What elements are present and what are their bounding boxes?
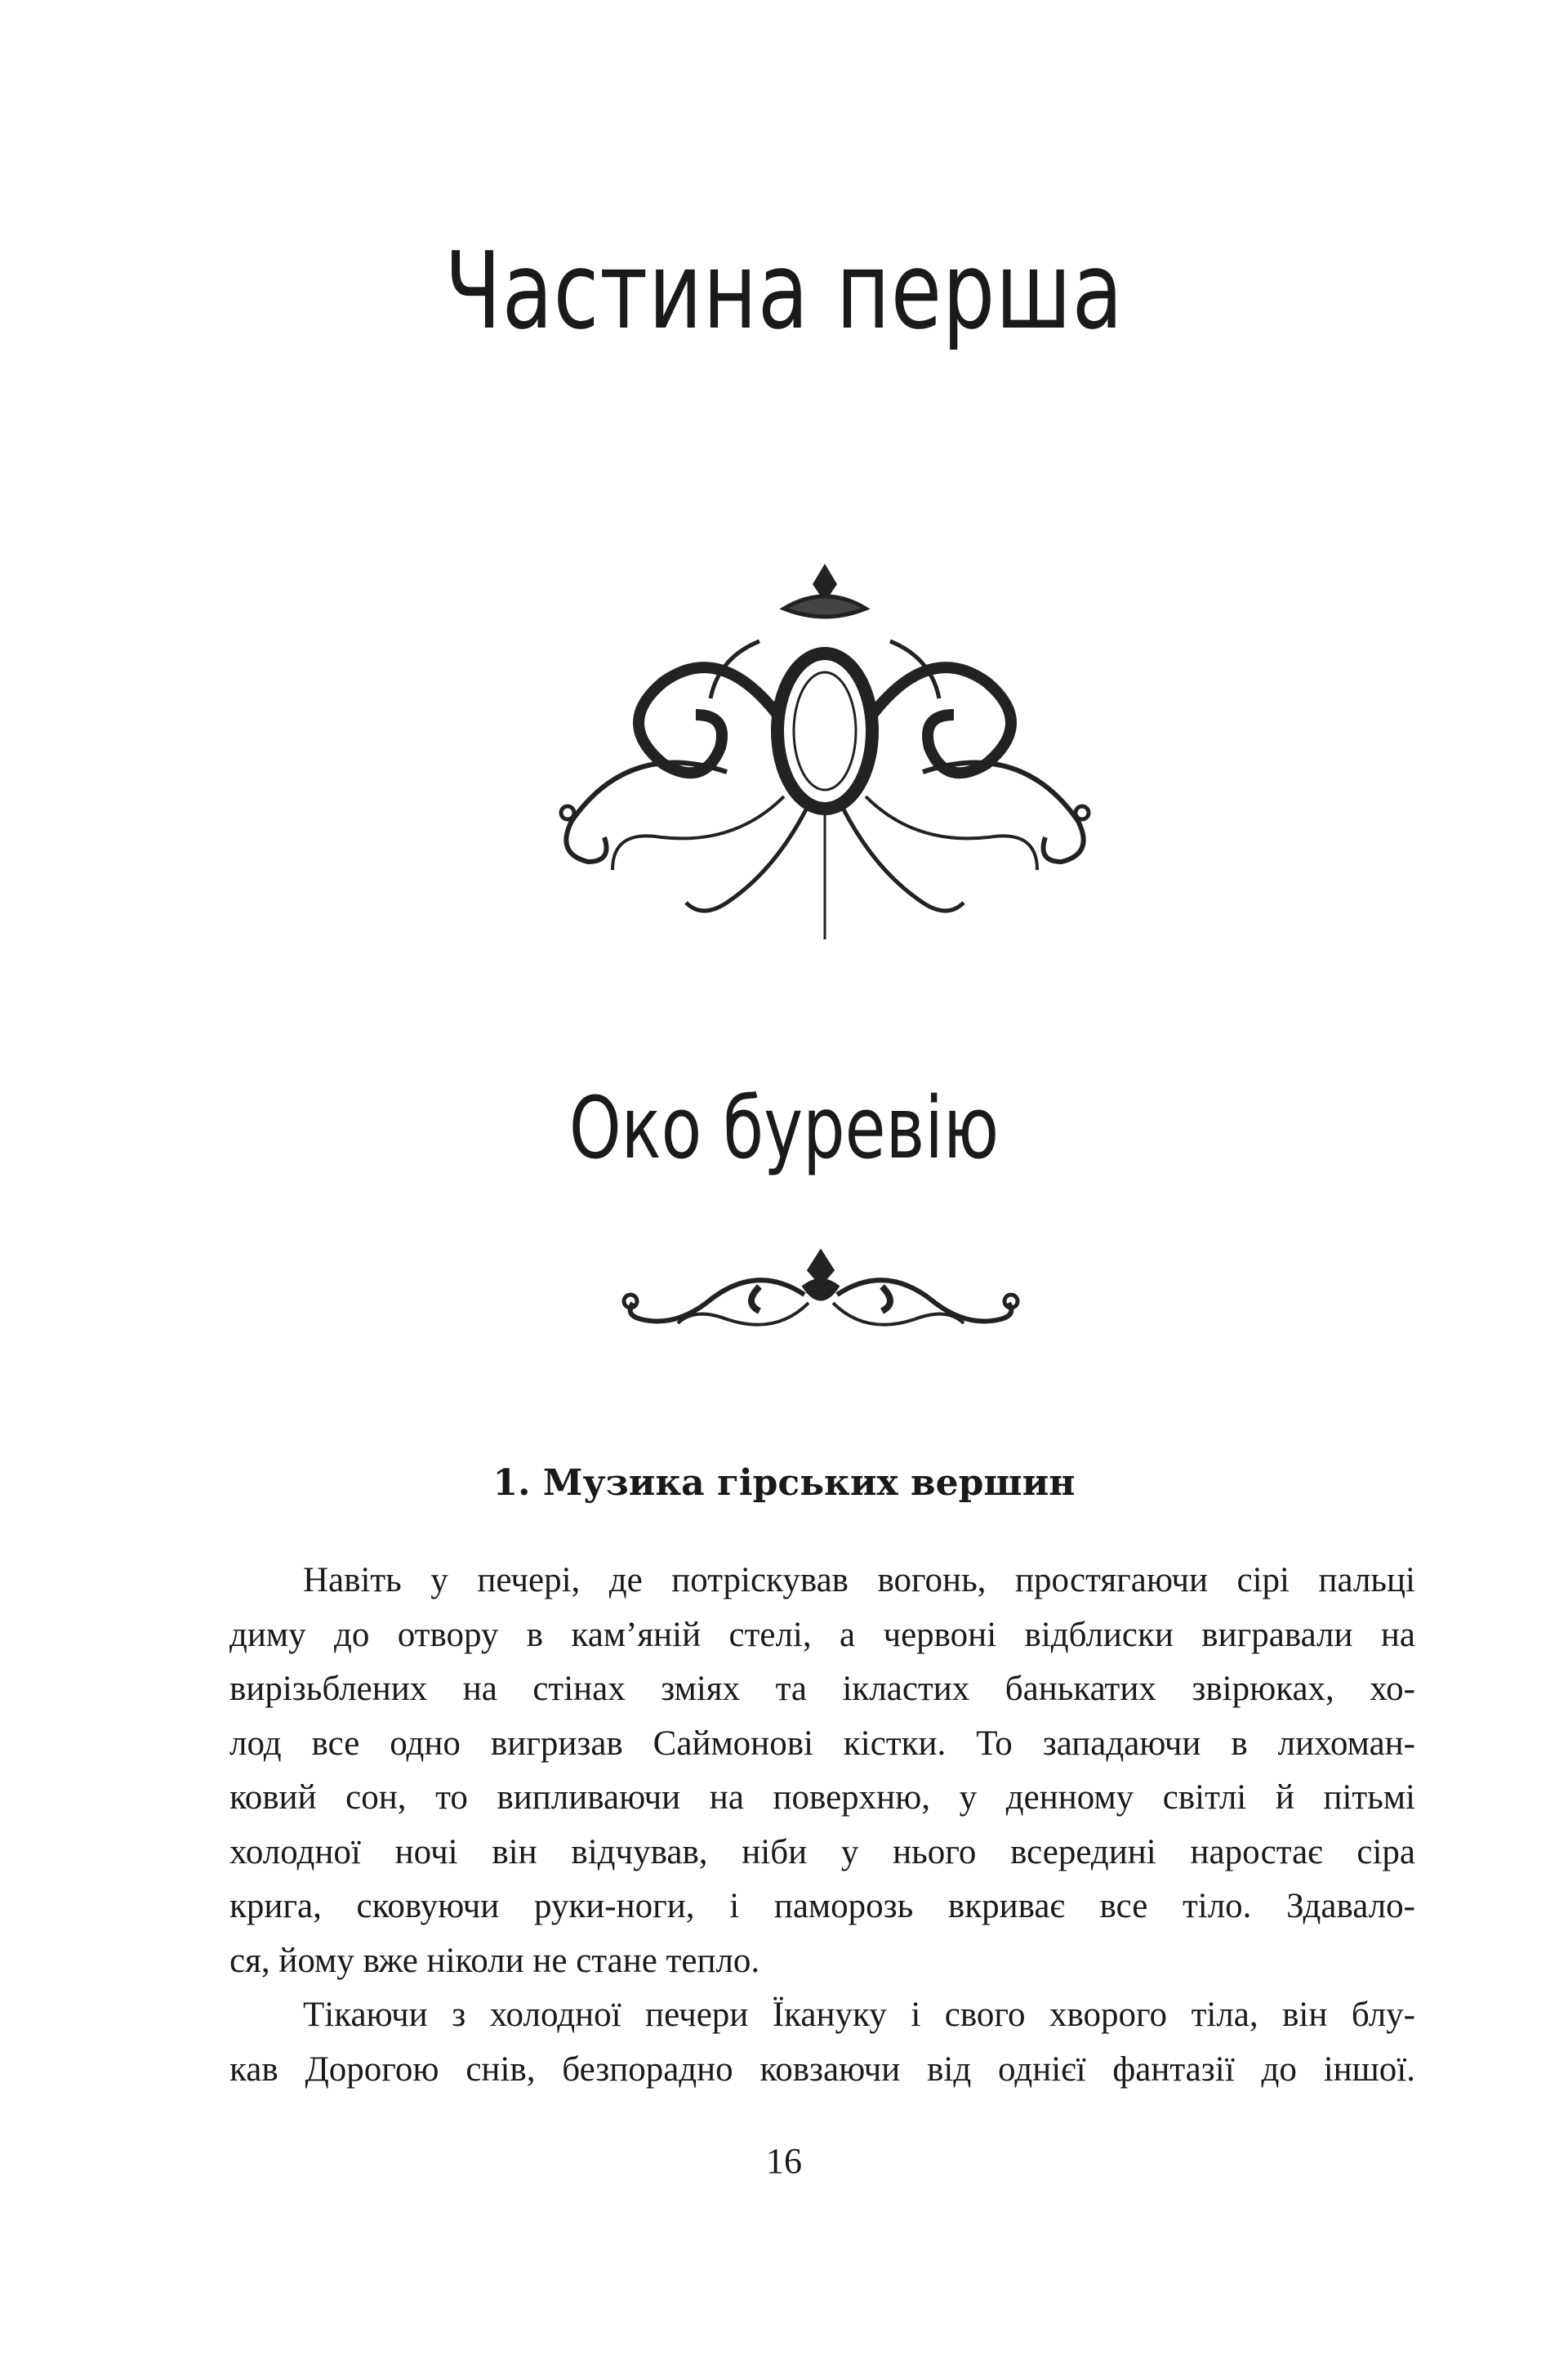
part-title: Частина перша (444, 229, 1124, 353)
text-line: крига, сковуючи руки-ноги, і паморозь вкриває все тіло. Здавало- (229, 1887, 1415, 1925)
text-line: Навіть у печері, де потріскував вогонь, простягаючи сірі пальці (303, 1561, 1415, 1599)
text-line: диму до отвору в кам’яній стелі, а червоні відблиски вигравали на (229, 1615, 1415, 1654)
text-line: холодної ночі він відчував, ніби у нього всередині наростає сіра (229, 1832, 1415, 1871)
text-line: кав Дорогою снів, безпорадно ковзаючи від однієї фантазії до іншої. (229, 2049, 1415, 2089)
text-line: вирізьблених на стінах зміях та ікластих банькатих звірюках, хо- (229, 1670, 1415, 1708)
ornament-vignette-large (539, 560, 1111, 943)
chapter-title: Око буревію (568, 1078, 1000, 1178)
page-number: 16 (766, 2141, 802, 2181)
section-heading: 1. Музика гірських вершин (492, 1462, 1076, 1504)
text-line: Тікаючи з холодної печери Їкануку і свого хворого тіла, він блу- (303, 1996, 1415, 2034)
body-text (229, 1554, 1415, 2097)
text-line: лод все одно вигризав Саймонові кістки. То западаючи в лихоман- (229, 1724, 1415, 1763)
ornament-divider (621, 1246, 1021, 1336)
text-line: ковий сон, то випливаючи на поверхню, у денному світлі й пітьмі (229, 1778, 1415, 1817)
text-line: ся, йому вже ніколи не стане тепло. (229, 1941, 760, 1980)
